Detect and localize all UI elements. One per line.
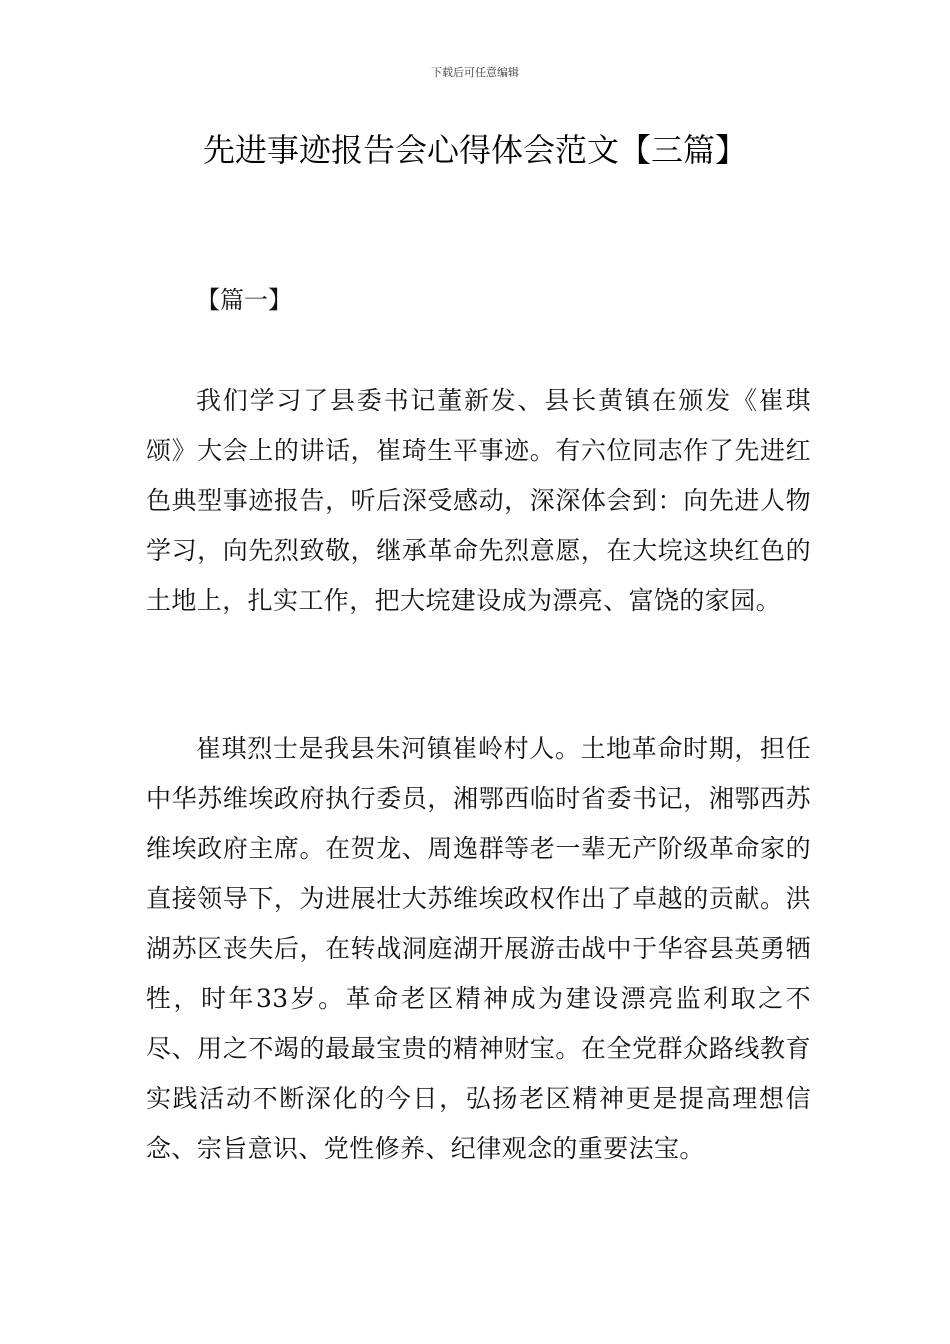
body-paragraph: 我们学习了县委书记董新发、县长黄镇在颁发《崔琪颂》大会上的讲话，崔琦生平事迹。有六位同志作了先进红色典型事迹报告，听后深受感动，深深体会到：向先进人物学习，向先烈致敬，继承革命先烈意愿，在大垸这块红色的土地上，扎实工作，把大垸建设成为漂亮、富饶的家园。 <box>146 386 811 615</box>
section-label: 【篇一】 <box>196 286 292 314</box>
header-note: 下载后可任意编辑 <box>431 66 519 79</box>
document-title: 先进事迹报告会心得体会范文【三篇】 <box>202 131 747 169</box>
body-paragraph: 崔琪烈士是我县朱河镇崔岭村人。土地革命时期，担任中华苏维埃政府执行委员，湘鄂西临时省委书记，湘鄂西苏维埃政府主席。在贺龙、周逸群等老一辈无产阶级革命家的直接领导下，为进展壮大苏维埃政权作出了卓越的贡献。洪湖苏区丧失后，在转战洞庭湖开展游击战中于华容县英勇牺牲，时年33岁。革命老区精神成为建设漂亮监利取之不尽、用之不竭的最最宝贵的精神财宝。在全党群众路线教育实践活动不断深化的今日，弘扬老区精神更是提高理想信念、宗旨意识、党性修养、纪律观念的重要法宝。 <box>146 734 811 1163</box>
